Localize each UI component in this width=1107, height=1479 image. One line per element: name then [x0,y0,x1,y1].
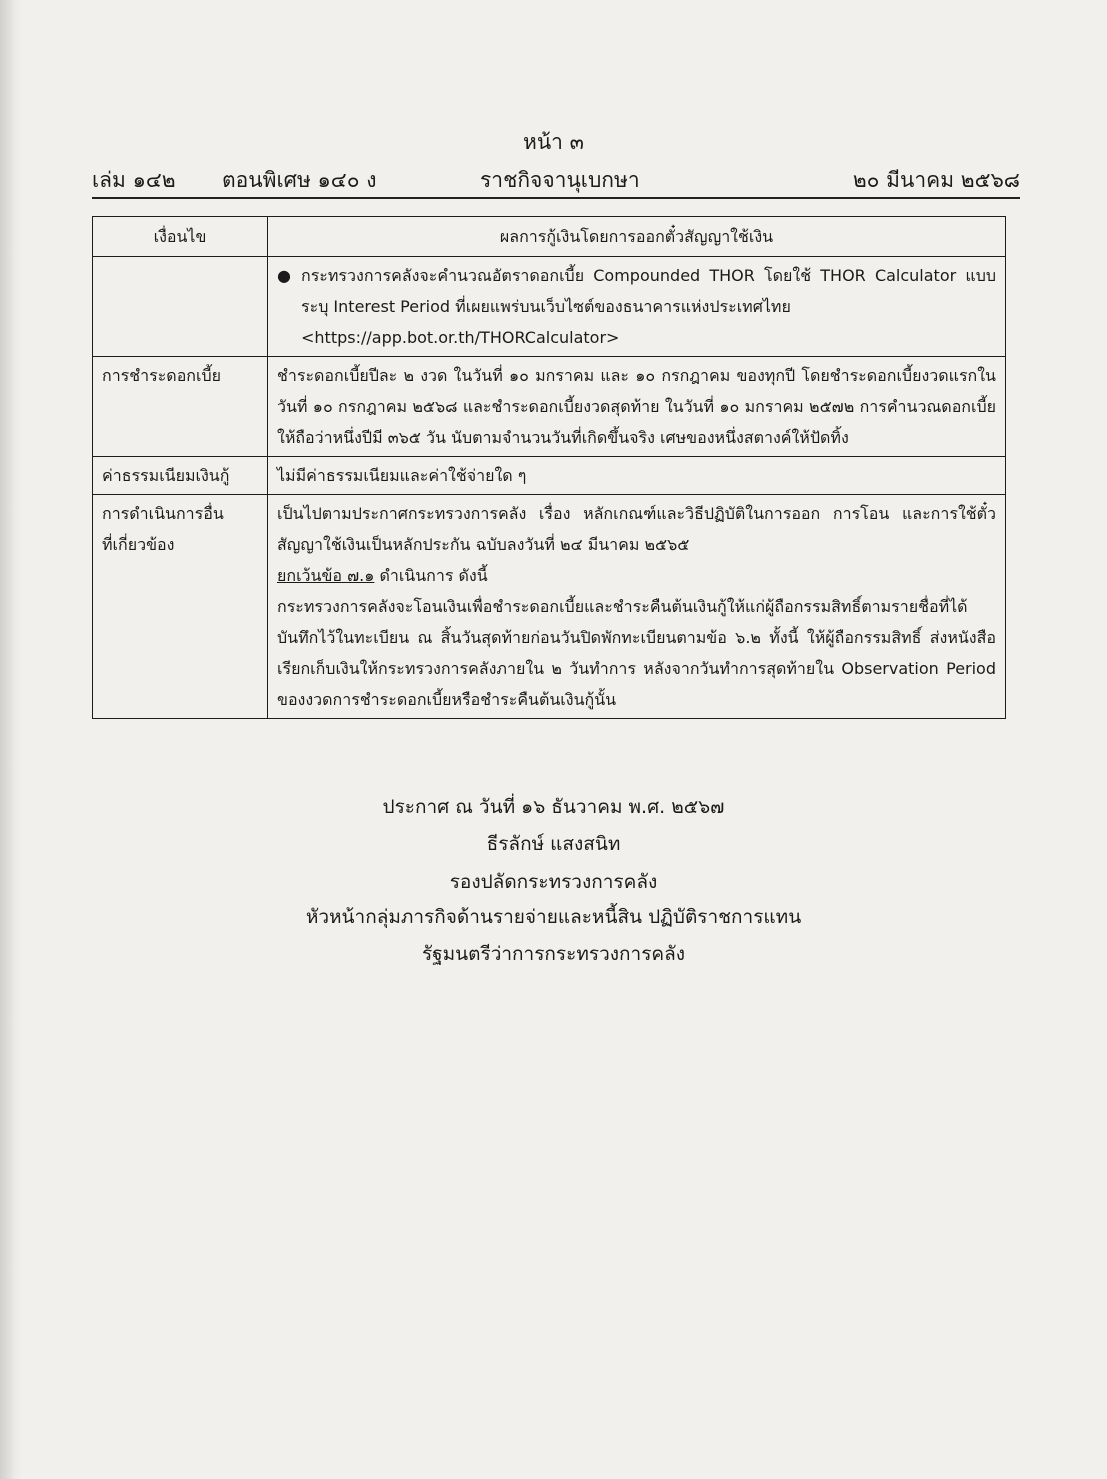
table-cell [268,495,1006,719]
thor-calculator-url: <https://app.bot.or.th/THORCalculator> [301,328,620,347]
signatory-title-3: รัฐมนตรีว่าการกระทรวงการคลัง [421,943,686,965]
exception-rest: ดำเนินการ ดังนี้ [374,566,488,585]
table-row [93,457,1006,495]
interest-payment-text: ชำระดอกเบี้ยปีละ ๒ งวด ในวันที่ ๑๐ มกราคม และ ๑๐ กรกฎาคม ของทุกปี โดยชำระดอกเบี้ยงวดแรกในวันที่ ๑๐ กรกฎาคม ๒๕๖๘ และชำระดอกเบี้ยงวดสุดท้าย ในวันที่ ๑๐ มกราคม ๒๕๗๒ การคำนวณดอกเบี้ยให้ถือว่าหนึ่งปีมี ๓๖๕ วัน นับตามจำนวนวันที่เกิดขึ้นจริง เศษของหนึ่งสตางค์ให้ปัดทิ้ง [268,357,1006,457]
row-label-interest-payment: การชำระดอกเบี้ย [93,357,268,457]
row-label-line2: ที่เกี่ยวข้อง [102,535,175,554]
bullet-icon: ● [277,266,291,285]
header-section: ตอนพิเศษ ๑๔๐ ง [222,168,377,192]
header-rule [92,197,1020,199]
announcement-date: ประกาศ ณ วันที่ ๑๖ ธันวาคม พ.ศ. ๒๕๖๗ [382,796,725,818]
signatory-name: ธีรลักษ์ แสงสนิท [486,833,621,855]
table-header-row [93,217,1006,257]
row-label-line1: การดำเนินการอื่น [102,504,224,523]
bullet-item [277,260,996,353]
regulation-reference-text: เป็นไปตามประกาศกระทรวงการคลัง เรื่อง หลักเกณฑ์และวิธีปฏิบัติในการออก การโอน และการใช้ตั๋วสัญญาใช้เงินเป็นหลักประกัน ฉบับลงวันที่ ๒๔ มีนาคม ๒๕๖๕ [277,504,996,554]
row-label-other-operations [93,495,268,719]
transfer-procedure-text: กระทรวงการคลังจะโอนเงินเพื่อชำระดอกเบี้ยและชำระคืนต้นเงินกู้ให้แก่ผู้ถือกรรมสิทธิ์ตามรายชื่อที่ได้บันทึกไว้ในทะเบียน ณ สิ้นวันสุดท้ายก่อนวันปิดพักทะเบียนตามข้อ ๖.๒ ทั้งนี้ ให้ผู้ถือกรรมสิทธิ์ ส่งหนังสือเรียกเก็บเงินให้กระทรวงการคลังภายใน ๒ วันทำการ หลังจากวันทำการสุดท้ายใน Observation Period ของงวดการชำระดอกเบี้ยหรือชำระคืนต้นเงินกู้นั้น [277,597,996,709]
loan-fee-text: ไม่มีค่าธรรมเนียมและค่าใช้จ่ายใด ๆ [268,457,1006,495]
exception-line [277,560,996,591]
table-cell [268,257,1006,357]
table-row [93,495,1006,719]
col-header-conditions: เงื่อนไข [93,217,268,257]
gazette-header [92,164,1020,198]
conditions-table [92,216,1006,719]
table-row [93,257,1006,357]
signatory-title-2: หัวหน้ากลุ่มภารกิจด้านรายจ่ายและหนี้สิน ปฏิบัติราชการแทน [305,906,802,928]
page-edge-shadow [0,0,22,1479]
exception-clause: ยกเว้นข้อ ๗.๑ [277,566,375,585]
header-volume: เล่ม ๑๔๒ [92,168,176,192]
thor-calculation-text: กระทรวงการคลังจะคำนวณอัตราดอกเบี้ย Compounded THOR โดยใช้ THOR Calculator แบบระบุ Interest Period ที่เผยแพร่บนเว็บไซต์ของธนาคารแห่งประเทศไทย [301,266,996,316]
table-cell-empty [93,257,268,357]
signatory-title-1: รองปลัดกระทรวงการคลัง [449,871,658,893]
page-number: หน้า ๓ [522,130,585,154]
row-label-loan-fee: ค่าธรรมเนียมเงินกู้ [93,457,268,495]
col-header-result: ผลการกู้เงินโดยการออกตั๋วสัญญาใช้เงิน [268,217,1006,257]
header-publication: ราชกิจจานุเบกษา [480,168,640,192]
header-date: ๒๐ มีนาคม ๒๕๖๘ [852,168,1020,192]
table-row [93,357,1006,457]
